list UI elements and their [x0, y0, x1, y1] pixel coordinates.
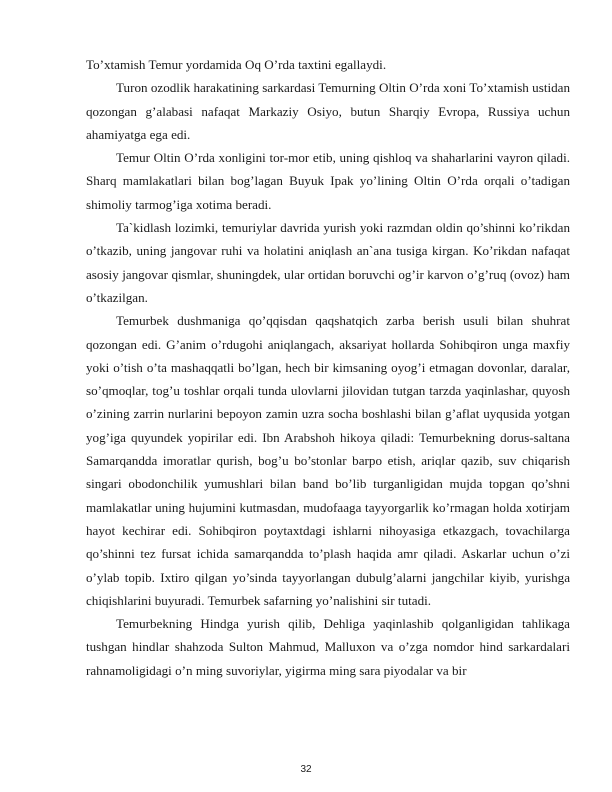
page-number: 32: [300, 764, 312, 775]
paragraph-3: Temur Oltin O’rda xonligini tor-mor etib, uning qishloq va shaharlarini vayron qiladi. Sharq mamlakatlari bilan bog’lagan Buyuk Ipak yo’lining Oltin O’rda orqali o’tadigan shimoliy tarmog’iga xotima beradi.: [86, 150, 570, 212]
paragraph-2: Turon ozodlik harakatining sarkardasi Temurning Oltin O’rda xoni To’xtamish ustidan qozongan g’alabasi nafaqat Markaziy Osiyo, butun Sharqiy Evropa, Russiya uchun ahamiyatga ega edi.: [86, 80, 570, 142]
paragraph-5: Temurbek dushmaniga qo’qqisdan qaqshatqich zarba berish usuli bilan shuhrat qozongan edi. G’anim o’rdugohi aniqlangach, aksariyat hollarda Sohibqiron unga maxfiy yoki o’tish o’ta mashaqqatli bo’lgan, hech bir kimsaning oyog’i etmagan dovonlar, daralar, so’qmoqlar, tog’u toshlar orqali tunda ulovlarni jilovidan tutgan tarzda yaqinlashar, quyosh o’zining zarrin nurlarini bepoyon zamin uzra socha boshlashi bilan g’aflat uyqusida yotgan yog’iga quyundek yopirilar edi. Ibn Arabshoh hikoya qiladi: Temurbekning dorus-saltana Samarqandda imoratlar qurish, bog’u bo’stonlar barpo etish, ariqlar qazib, suv chiqarish singari obodonchilik yumushlari bilan band bo’lib turganligidan mujda topgan qo’shni mamlakatlar uning hujumini kutmasdan, mudofaaga tayyorgarlik ko’rmagan holda xotirjam hayot kechirar edi. Sohibqiron poytaxtdagi ishlarni nihoyasiga etkazgach, tovachilarga qo’shinni tez fursat ichida samarqandda to’plash haqida amr qiladi. Askarlar uchun o’zi o’ylab topib. Ixtiro qilgan yo’sinda tayyorlangan dubulg’alarni jangchilar kiyib, yurishga chiqishlarini buyuradi. Temurbek safarning yo’nalishini sir tutadi.: [86, 313, 570, 608]
paragraph-6: Temurbekning Hindga yurish qilib, Dehliga yaqinlashib qolganligidan tahlikaga tushgan hindlar shahzoda Sulton Mahmud, Malluxon va o’zga nomdor hind sarkardalari rahnamoligidagi o’n ming suvoriylar, yigirma ming sara piyodalar va bir: [86, 616, 570, 678]
document-body: [86, 53, 570, 682]
paragraph-4: Ta`kidlash lozimki, temuriylar davrida yurish yoki razmdan oldin qo’shinni ko’rikdan o’tkazib, uning jangovar ruhi va holatini aniqlash an`ana tusiga kirgan. Ko’rikdan nafaqat asosiy jangovar qismlar, shuningdek, ular ortidan boruvchi og’ir karvon o’g’ruq (ovoz) ham o’tkazilgan.: [86, 220, 570, 305]
paragraph-1: To’xtamish Temur yordamida Oq O’rda taxtini egallaydi.: [86, 57, 387, 72]
